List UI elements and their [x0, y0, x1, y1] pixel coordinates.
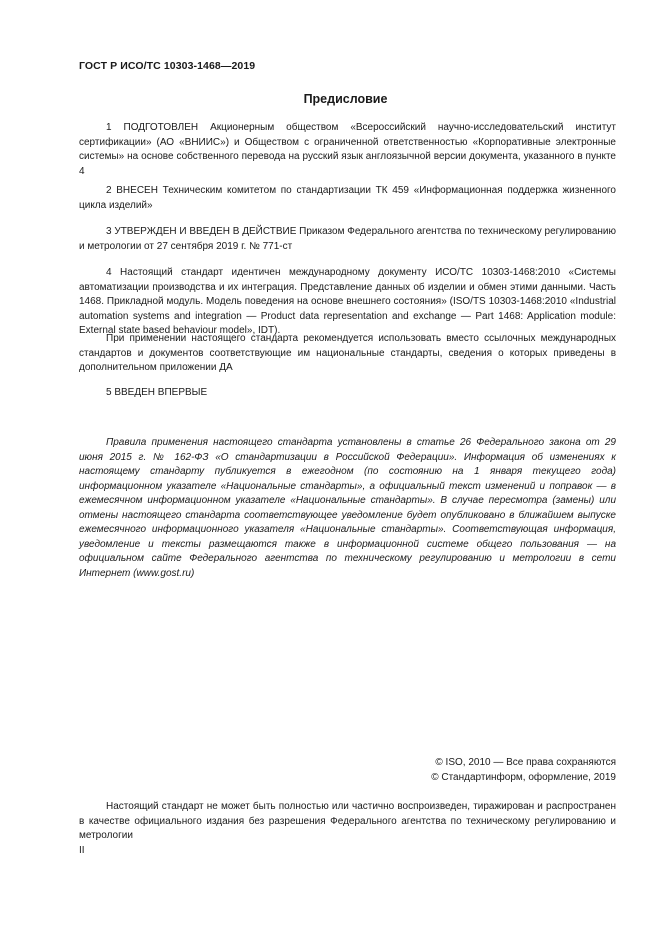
copyright-iso: © ISO, 2010 — Все права сохраняются	[435, 757, 616, 768]
standard-code-header: ГОСТ Р ИСО/ТС 10303-1468—2019	[79, 60, 256, 72]
paragraph-introduced-by: 2 ВНЕСЕН Техническим комитетом по стандартизации ТК 459 «Информационная поддержка жизненного цикла изделий»	[79, 185, 616, 211]
paragraph-reference-usage: При применении настоящего стандарта рекомендуется использовать вместо ссылочных международных стандартов и документов соответствующие им национальные стандарты, сведения о которых приведены в дополнительном приложении ДА	[79, 333, 616, 373]
reproduction-notice: Настоящий стандарт не может быть полностью или частично воспроизведен, тиражирован и распространен в качестве официального издания без разрешения Федерального агентства по техническому регулированию и метрологии	[79, 801, 616, 841]
copyright-standartinform: © Стандартинформ, оформление, 2019	[431, 772, 616, 783]
page-number: II	[79, 845, 85, 856]
paragraph-prepared-by: 1 ПОДГОТОВЛЕН Акционерным обществом «Всероссийский научно-исследовательский институт сертификации» (АО «ВНИИС») и Обществом с ограниченной ответственностью «Корпоративные электронные системы» на основе собственного перевода на русский язык англоязычной версии документа, указанного в пункте 4	[79, 122, 616, 177]
application-rules-notice: Правила применения настоящего стандарта установлены в статье 26 Федерального закона от 29 июня 2015 г. № 162-ФЗ «О стандартизации в Российской Федерации». Информация об изменениях к настоящему стандарту публикуется в ежегодном (по состоянию на 1 января текущего года) информационном указателе «Национальные стандарты», а официальный текст изменений и поправок — в ежемесячном информационном указателе «Национальные стандарты». В случае пересмотра (замены) или отмены настоящего стандарта соответствующее уведомление будет опубликовано в ближайшем выпуске ежемесячного информационного указателя «Национальные стандарты». Соответствующая информация, уведомление и тексты размещаются также в информационной системе общего пользования — на официальном сайте Федерального агентства по техническому регулированию и метрологии в сети Интернет (www.gost.ru)	[79, 437, 616, 579]
paragraph-identical-standard: 4 Настоящий стандарт идентичен международному документу ИСО/ТС 10303-1468:2010 «Системы автоматизации производства и их интеграция. Представление данных об изделии и обмен этими данными. Часть 1468. Прикладной модуль. Модель поведения на основе внешнего состояния» (ISO/TS 10303-1468:2010 «Industrial automation systems and integration — Product data representation and exchange — Part 1468: Application module: External state based behaviour model», IDT).	[79, 267, 616, 336]
paragraph-introduced-first: 5 ВВЕДЕН ВПЕРВЫЕ	[106, 387, 208, 398]
page-title: Предисловие	[303, 92, 388, 106]
paragraph-approved: 3 УТВЕРЖДЕН И ВВЕДЕН В ДЕЙСТВИЕ Приказом Федерального агентства по техническому регулированию и метрологии от 27 сентября 2019 г. № 771-ст	[79, 226, 616, 252]
